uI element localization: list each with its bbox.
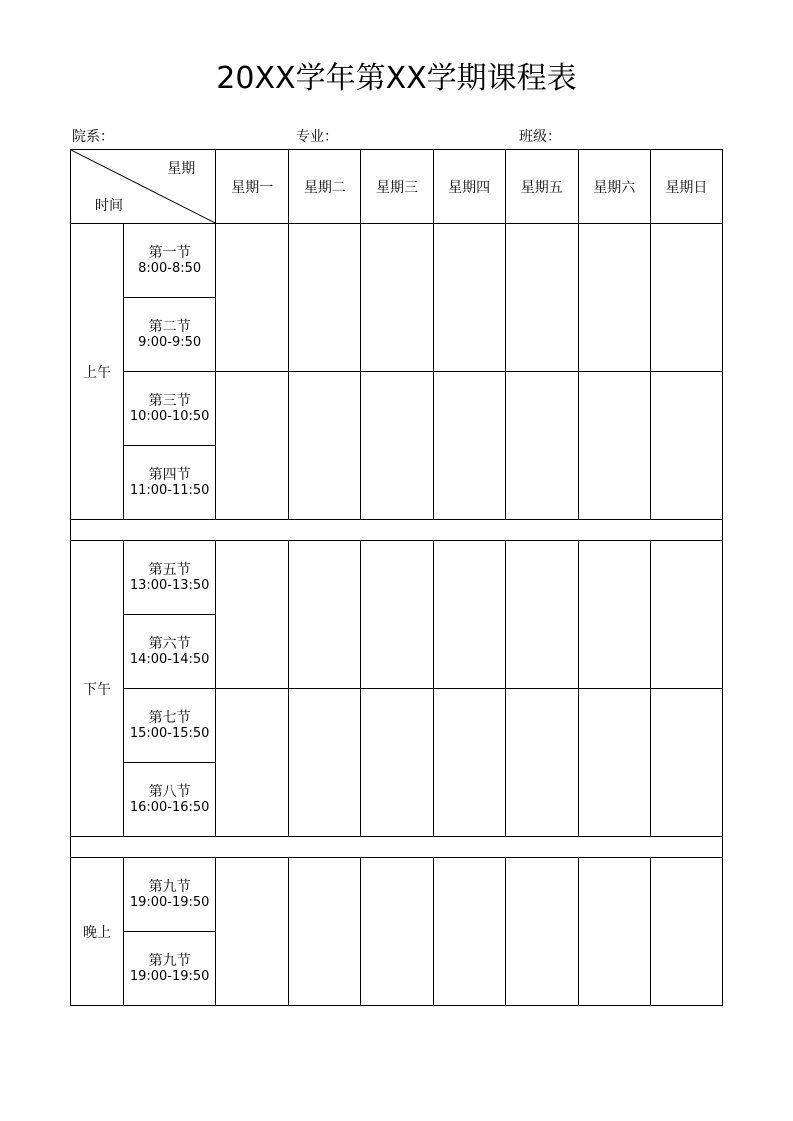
schedule-table bbox=[70, 149, 723, 1006]
period-cell-5 bbox=[124, 541, 216, 615]
day-header-mon: 星期一 bbox=[216, 150, 289, 224]
day-header-tue: 星期二 bbox=[289, 150, 361, 224]
period-row-7 bbox=[71, 689, 723, 763]
course-cell-tue-am2[interactable] bbox=[289, 372, 361, 520]
course-cell-sun-am2[interactable] bbox=[650, 372, 722, 520]
day-header-thu: 星期四 bbox=[433, 150, 505, 224]
session-afternoon: 下午 bbox=[71, 541, 124, 837]
period-time: 19:00-19:50 bbox=[129, 894, 210, 910]
dept-label: 院系： bbox=[72, 129, 114, 145]
day-header-fri: 星期五 bbox=[505, 150, 578, 224]
major-label: 专业： bbox=[296, 129, 338, 145]
course-cell-sat-am2[interactable] bbox=[578, 372, 650, 520]
period-row-1 bbox=[71, 224, 723, 298]
header-row bbox=[71, 150, 723, 224]
course-cell-mon-am1[interactable] bbox=[216, 224, 289, 372]
period-cell-4 bbox=[124, 446, 216, 520]
period-time: 10:00-10:50 bbox=[129, 408, 210, 424]
period-cell-6 bbox=[124, 615, 216, 689]
course-cell-fri-am2[interactable] bbox=[505, 372, 578, 520]
course-cell-fri-pm2[interactable] bbox=[505, 689, 578, 837]
period-cell-2 bbox=[124, 298, 216, 372]
course-cell-fri-am1[interactable] bbox=[505, 224, 578, 372]
time-axis-label: 时间 bbox=[95, 198, 123, 214]
course-cell-sat-pm2[interactable] bbox=[578, 689, 650, 837]
break-cell bbox=[71, 837, 723, 858]
course-cell-thu-am1[interactable] bbox=[433, 224, 505, 372]
period-row-5 bbox=[71, 541, 723, 615]
period-time: 16:00-16:50 bbox=[129, 799, 210, 815]
period-time: 15:00-15:50 bbox=[129, 725, 210, 741]
corner-header-cell bbox=[71, 150, 216, 224]
period-cell-3 bbox=[124, 372, 216, 446]
period-name: 第七节 bbox=[148, 709, 191, 726]
course-cell-thu-eve[interactable] bbox=[433, 858, 505, 1006]
period-time: 11:00-11:50 bbox=[129, 482, 210, 498]
day-header-sat: 星期六 bbox=[578, 150, 650, 224]
day-header-sun: 星期日 bbox=[650, 150, 722, 224]
period-cell-1 bbox=[124, 224, 216, 298]
period-name: 第五节 bbox=[148, 561, 191, 578]
course-cell-sat-pm1[interactable] bbox=[578, 541, 650, 689]
period-name: 第四节 bbox=[148, 466, 191, 483]
course-cell-tue-pm1[interactable] bbox=[289, 541, 361, 689]
course-cell-fri-eve[interactable] bbox=[505, 858, 578, 1006]
course-cell-thu-pm1[interactable] bbox=[433, 541, 505, 689]
period-name: 第九节 bbox=[148, 878, 191, 895]
course-cell-sun-pm2[interactable] bbox=[650, 689, 722, 837]
period-time: 19:00-19:50 bbox=[129, 968, 210, 984]
break-row-evening bbox=[71, 837, 723, 858]
period-name: 第六节 bbox=[148, 635, 191, 652]
period-time: 9:00-9:50 bbox=[138, 334, 202, 350]
period-name: 第九节 bbox=[148, 952, 191, 969]
period-time: 13:00-13:50 bbox=[129, 577, 210, 593]
course-cell-sat-eve[interactable] bbox=[578, 858, 650, 1006]
course-cell-wed-pm2[interactable] bbox=[361, 689, 433, 837]
course-cell-mon-pm2[interactable] bbox=[216, 689, 289, 837]
course-cell-wed-eve[interactable] bbox=[361, 858, 433, 1006]
period-row-3 bbox=[71, 372, 723, 446]
weekday-axis-label: 星期 bbox=[167, 161, 196, 177]
course-cell-wed-pm1[interactable] bbox=[361, 541, 433, 689]
break-cell bbox=[71, 520, 723, 541]
period-name: 第三节 bbox=[148, 392, 191, 409]
period-cell-9 bbox=[124, 858, 216, 932]
period-time: 14:00-14:50 bbox=[129, 651, 210, 667]
course-cell-sat-am1[interactable] bbox=[578, 224, 650, 372]
course-cell-thu-am2[interactable] bbox=[433, 372, 505, 520]
course-cell-sun-pm1[interactable] bbox=[650, 541, 722, 689]
class-label: 班级： bbox=[519, 129, 561, 145]
period-name: 第二节 bbox=[148, 318, 191, 335]
day-header-wed: 星期三 bbox=[361, 150, 433, 224]
course-cell-mon-am2[interactable] bbox=[216, 372, 289, 520]
period-name: 第八节 bbox=[148, 783, 191, 800]
course-cell-mon-pm1[interactable] bbox=[216, 541, 289, 689]
period-cell-8 bbox=[124, 763, 216, 837]
course-cell-tue-am1[interactable] bbox=[289, 224, 361, 372]
course-cell-sun-am1[interactable] bbox=[650, 224, 722, 372]
page-title: 20XX学年第XX学期课程表 bbox=[216, 61, 577, 96]
course-cell-sun-eve[interactable] bbox=[650, 858, 722, 1006]
period-time: 8:00-8:50 bbox=[138, 260, 202, 276]
period-name: 第一节 bbox=[148, 244, 191, 261]
period-cell-7 bbox=[124, 689, 216, 763]
course-cell-wed-am1[interactable] bbox=[361, 224, 433, 372]
course-cell-fri-pm1[interactable] bbox=[505, 541, 578, 689]
session-evening: 晚上 bbox=[71, 858, 124, 1006]
period-row-9 bbox=[71, 858, 723, 932]
course-cell-tue-eve[interactable] bbox=[289, 858, 361, 1006]
course-cell-tue-pm2[interactable] bbox=[289, 689, 361, 837]
course-cell-mon-eve[interactable] bbox=[216, 858, 289, 1006]
course-cell-wed-am2[interactable] bbox=[361, 372, 433, 520]
course-cell-thu-pm2[interactable] bbox=[433, 689, 505, 837]
break-row-noon bbox=[71, 520, 723, 541]
session-morning: 上午 bbox=[71, 224, 124, 520]
period-cell-10 bbox=[124, 932, 216, 1006]
